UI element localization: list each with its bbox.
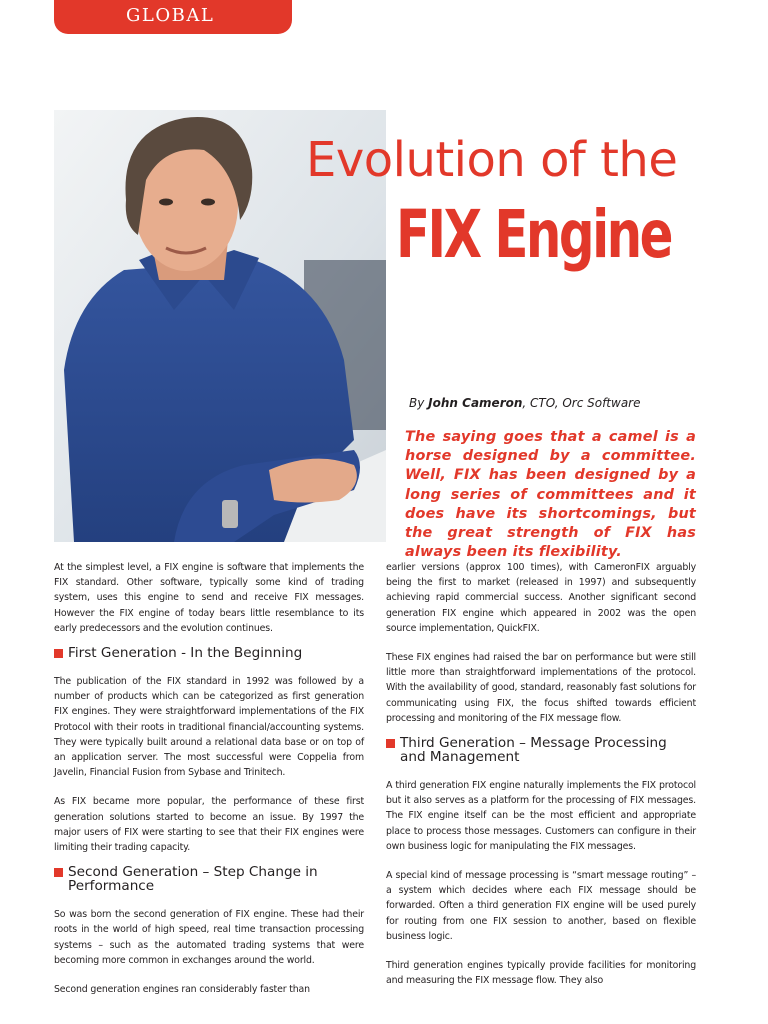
- section-label-tab: GLOBAL: [54, 0, 292, 34]
- body-paragraph: A special kind of message processing is “smart message routing” – a system which decides where each FIX message should be forwarded. Often a third generation FIX engine will be used purely for routing from one FIX session to another, based on flexible business logic.: [386, 870, 696, 942]
- body-paragraph: The publication of the FIX standard in 1992 was followed by a number of products which can be categorized as first generation FIX engines. They were straightforward implementations of the FIX Protocol with their roots in traditional financial/accounting systems. They were typically built around a relational data base or on top of an application server. The most successful were Coppelia from Javelin, Financial Fusion from Sybase and Trinitech.: [54, 676, 364, 779]
- body-paragraph: Second generation engines ran considerably faster than: [54, 984, 310, 996]
- bullet-square-icon: [54, 649, 63, 658]
- byline-prefix: By: [409, 396, 425, 410]
- body-paragraph: A third generation FIX engine naturally implements the FIX protocol but it also serves as a platform for the processing of FIX messages. The FIX engine itself can be the most efficient and appropriate place to process those messages. Customers can configure in their own business logic for manipulating the FIX messages.: [386, 780, 696, 852]
- article-column-right: [386, 560, 696, 988]
- article-column-left: [54, 560, 364, 997]
- article-title-line2: FIX Engine: [396, 196, 671, 273]
- body-paragraph: These FIX engines had raised the bar on performance but were still little more than straightforward implementations of the protocol. With the availability of good, standard, reasonably fast solutions for communicating using FIX, the focus shifted towards efficient processing and monitoring of the FIX message flow.: [386, 652, 696, 724]
- heading-second-generation: [54, 865, 364, 893]
- heading-text: Third Generation – Message Processing and Management: [400, 735, 667, 766]
- article-title-line1: Evolution of the: [306, 132, 678, 188]
- byline: [409, 396, 641, 410]
- heading-third-generation: [386, 736, 696, 764]
- body-paragraph: earlier versions (approx 100 times), with CameronFIX arguably being the first to market (released in 1997) and subsequently achieving rapid commercial success. Another significant second generation FIX engine which appeared in 2002 was the open source implementation, QuickFIX.: [386, 562, 696, 634]
- pull-quote: The saying goes that a camel is a horse designed by a committee. Well, FIX has been designed by a long series of committees and it does have its shortcomings, but the great strength of FIX has always been its flexibility.: [405, 429, 696, 561]
- body-paragraph: As FIX became more popular, the performance of these first generation solutions started to become an issue. By 1997 the major users of FIX were starting to see that their FIX engines were limiting their trading capacity.: [54, 796, 364, 854]
- byline-author: John Cameron: [428, 396, 523, 410]
- body-paragraph: Third generation engines typically provide facilities for monitoring and measuring the FIX message flow. They also: [386, 960, 696, 987]
- heading-first-generation: [54, 646, 364, 660]
- byline-role: , CTO, Orc Software: [522, 396, 641, 410]
- heading-text: First Generation - In the Beginning: [68, 645, 303, 662]
- bullet-square-icon: [386, 739, 395, 748]
- heading-text: Second Generation – Step Change in Performance: [68, 864, 318, 895]
- bullet-square-icon: [54, 868, 63, 877]
- body-paragraph: So was born the second generation of FIX engine. These had their roots in the world of high speed, real time transaction processing systems – such as the automated trading systems that were becoming more common in exchanges around the world.: [54, 909, 364, 966]
- intro-paragraph: At the simplest level, a FIX engine is software that implements the FIX standard. Other software, typically some kind of trading system, uses this engine to send and receive FIX messages. However the FIX engine of today bears little resemblance to its early predecessors and the evolution continues.: [54, 562, 364, 634]
